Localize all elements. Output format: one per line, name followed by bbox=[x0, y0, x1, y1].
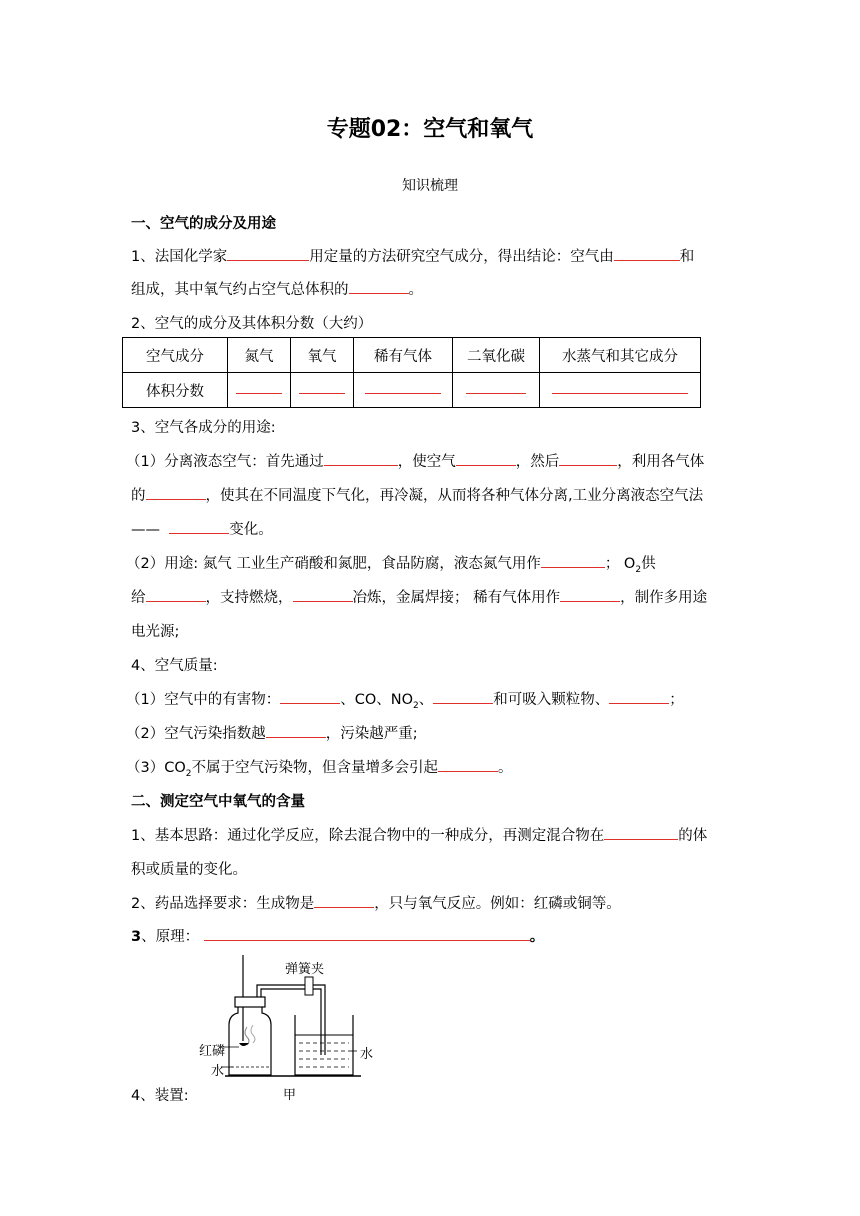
table-cell: 稀有气体 bbox=[354, 338, 453, 373]
blank[interactable] bbox=[324, 453, 398, 466]
label-spring-clip: 弹簧夹 bbox=[285, 962, 325, 977]
section-1-heading: 一、空气的成分及用途 bbox=[131, 216, 276, 232]
paragraph-1-3-2: （2）用途: 氮气 工业生产硝酸和氮肥，食品防腐，液态氮气用作 ； $O_2$供 bbox=[126, 556, 656, 575]
blank[interactable] bbox=[236, 383, 282, 394]
blank[interactable] bbox=[559, 453, 617, 466]
blank[interactable] bbox=[349, 281, 409, 294]
table-cell: 氧气 bbox=[291, 338, 354, 373]
paragraph-1-1: 1、法国化学家 用定量的方法研究空气成分，得出结论：空气由 和 bbox=[131, 249, 695, 265]
blank[interactable] bbox=[609, 691, 669, 704]
table-cell bbox=[453, 373, 540, 408]
glass-tube bbox=[257, 985, 325, 1055]
blank[interactable] bbox=[146, 487, 206, 500]
blank[interactable] bbox=[314, 895, 374, 908]
figure-caption: 甲 bbox=[283, 1088, 297, 1103]
blank[interactable] bbox=[299, 383, 345, 394]
table-row bbox=[123, 338, 701, 373]
label-water-left: 水 bbox=[211, 1064, 225, 1079]
paragraph-2-2: 2、药品选择要求：生成物是 ，只与氧气反应。例如：红磷或铜等。 bbox=[131, 896, 621, 912]
paragraph-2-4: 4、装置: bbox=[131, 1088, 189, 1104]
paragraph-2-1-cont: 积或质量的变化。 bbox=[131, 862, 247, 878]
table-cell: 二氧化碳 bbox=[453, 338, 540, 373]
blank[interactable] bbox=[365, 383, 441, 394]
blank[interactable] bbox=[169, 521, 229, 534]
table-cell bbox=[291, 373, 354, 408]
table-cell: 体积分数 bbox=[123, 373, 228, 408]
blank[interactable] bbox=[541, 555, 605, 568]
table-cell: 氮气 bbox=[228, 338, 291, 373]
stopper bbox=[235, 997, 265, 1007]
blank[interactable] bbox=[466, 383, 526, 394]
blank[interactable] bbox=[293, 589, 353, 602]
table-cell bbox=[540, 373, 701, 408]
blank[interactable] bbox=[266, 725, 326, 738]
label-red-phosphorus: 红磷 bbox=[199, 1044, 226, 1059]
blank[interactable] bbox=[438, 759, 498, 772]
beaker bbox=[295, 1015, 353, 1075]
gas-bottle bbox=[229, 1007, 271, 1075]
paragraph-1-4-2: （2）空气污染指数越 ，污染越严重; bbox=[126, 726, 418, 742]
paragraph-2-3: 3、原理： 。 bbox=[131, 929, 545, 945]
beaker-water bbox=[299, 1043, 349, 1067]
paragraph-1-1-cont: 组成，其中氧气约占空气总体积的 。 bbox=[131, 282, 423, 298]
blank[interactable] bbox=[560, 589, 620, 602]
blank[interactable] bbox=[227, 248, 309, 261]
paragraph-1-3-1-cont2: —— 变化。 bbox=[131, 522, 273, 538]
page-title: 专题02：空气和氧气 bbox=[326, 117, 534, 142]
paragraph-1-3-1-cont: 的 ，使其在不同温度下气化，再冷凝，从而将各种气体分离,工业分离液态空气法 bbox=[131, 488, 704, 504]
table-cell bbox=[228, 373, 291, 408]
paragraph-2-1: 1、基本思路：通过化学反应，除去混合物中的一种成分，再测定混合物在 的体 bbox=[131, 828, 708, 844]
paragraph-1-4-1: （1）空气中的有害物： 、CO、$NO_2$、 和可吸入颗粒物、 ； bbox=[126, 692, 684, 711]
section-2-heading: 二、测定空气中氧气的含量 bbox=[131, 794, 305, 810]
composition-table bbox=[122, 337, 701, 408]
blank[interactable] bbox=[456, 453, 516, 466]
paragraph-1-3-1: （1）分离液态空气：首先通过 ，使空气 ，然后 ，利用各气体 bbox=[126, 454, 705, 470]
paragraph-1-3-2-cont: 给 ，支持燃烧， 冶炼，金属焊接； 稀有气体用作 ，制作多用途 bbox=[131, 590, 708, 606]
table-row bbox=[123, 373, 701, 408]
flame-icon bbox=[245, 1027, 249, 1045]
paragraph-1-4-3: $(3)CO_2$不属于空气污染物，但含量增多会引起 。 bbox=[126, 760, 513, 779]
blank[interactable] bbox=[204, 928, 530, 941]
paragraph-1-3-2-cont2: 电光源; bbox=[131, 624, 180, 640]
label-water-right: 水 bbox=[360, 1047, 374, 1062]
blank[interactable] bbox=[614, 248, 680, 261]
table-cell: 水蒸气和其它成分 bbox=[540, 338, 701, 373]
paragraph-1-4: 4、空气质量: bbox=[131, 658, 218, 674]
glass-tube-inner bbox=[261, 989, 321, 1055]
blank[interactable] bbox=[280, 691, 340, 704]
table-cell: 空气成分 bbox=[123, 338, 228, 373]
paragraph-1-3: 3、空气各成分的用途: bbox=[131, 420, 276, 436]
paragraph-1-2: 2、空气的成分及其体积分数（大约） bbox=[131, 316, 373, 332]
apparatus-figure bbox=[195, 955, 385, 1105]
table-cell bbox=[354, 373, 453, 408]
page-subtitle: 知识梳理 bbox=[402, 178, 458, 194]
blank[interactable] bbox=[146, 589, 206, 602]
spring-clip bbox=[305, 977, 313, 995]
blank[interactable] bbox=[604, 827, 678, 840]
smoke-icon bbox=[251, 1025, 255, 1043]
blank[interactable] bbox=[433, 691, 493, 704]
blank[interactable] bbox=[552, 383, 688, 394]
